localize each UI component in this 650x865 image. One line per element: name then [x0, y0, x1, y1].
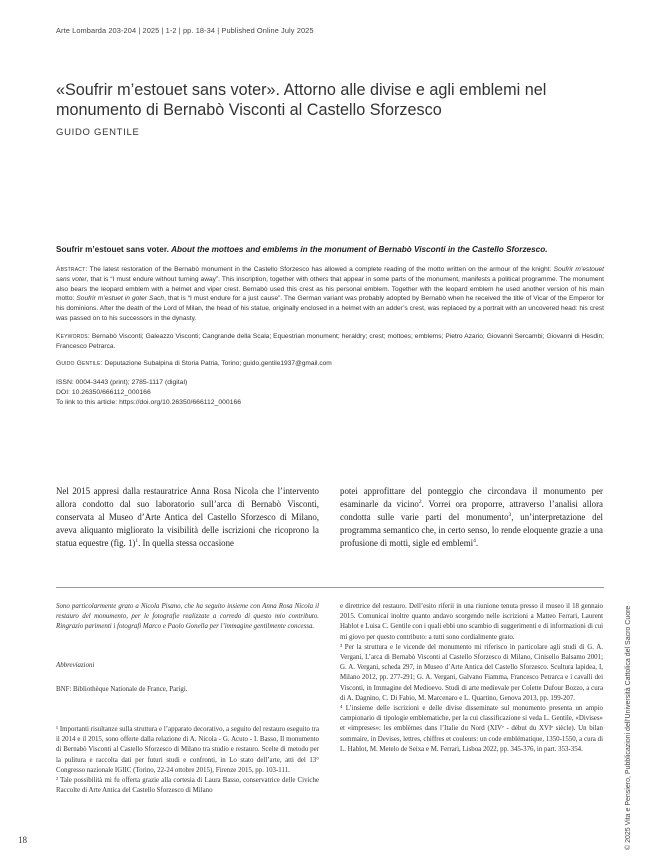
article-link[interactable]: To link to this article: https://doi.org/10.26350/666112_000166	[56, 399, 242, 407]
body-text: .	[475, 537, 479, 548]
affiliation-text: Deputazione Subalpina di Storia Patria, Torino; guido.gentile1937@gmail.com	[102, 360, 332, 368]
copyright-notice: © 2025 Vita e Pensiero, Pubblicazioni dell’Università Cattolica del Sacro Cuore	[625, 605, 632, 850]
abstract-text: The latest restoration of the Bernabò monument in the Castello Sforzesco has allowed a complete reading of the motto written on the armour of the knight:	[87, 266, 554, 273]
abstract-text: , that is “I must endure for a just cause”. The German variant was probably adopted by Bernabò when he received the title of Vicar of the Emperor for his dominions. After the death of the Lord of Milan, the head of his statue, originally enclosed in a helmet with an adder’s crest, was replaced by a portrait with an uncovered head: his crest was passed on to his successors in the dynasty.	[56, 295, 605, 322]
doi: DOI: 10.26350/666112_000166	[56, 389, 151, 397]
keywords	[56, 332, 604, 352]
abstract-motto: Soufrir m’estouet sans voter	[56, 266, 604, 283]
footnote-2-continued: e direttrice del restauro. Dell’esito riferii in una riunione tenuta presso il museo il 18 gennaio 2015. Comunicai inoltre quanto andavo scorgendo nelle iscrizioni a Matteo Ferrari, Laurent Hablot e Luisa C. Gentile con i quali ebbi uno scambio di suggerimenti e di informazioni di cui mi giovo per questo contributo: a tutti sono cordialmente grato.	[340, 603, 603, 641]
abstract	[56, 265, 604, 324]
abstract-text: , that is “I must endure without turning away”. This inscription, together with others that appear in some parts of the monument, manifests a political programme. The monument also bears the leopard emblem with a helmet and viper crest. Bernabò used this crest as his personal emblem. Together with the leopard emblem he used another version of his main motto:	[56, 275, 604, 303]
english-title-italic: About the mottoes and emblems in the monument of Bernabò Visconti in the Castello Sforzesco.	[171, 245, 548, 254]
footnote-ref[interactable]: 2	[418, 498, 422, 505]
footnotes-right	[340, 602, 603, 755]
footnote-3: ³ Per la struttura e le vicende del monumento mi riferisco in particolare agli studi di G. A. Vergani, L’arca di Bernabò Visconti al Castello Sforzesco di Milano, Cinisello Balsamo 2001; G. A. Vergani, scheda 297, in Museo d’Arte Antica del Castello Sforzesco. Scultura lapidea, I, Milano 2012, pp. 277-291; G. A. Vergani, Galvano Fiamma, Francesco Petrarca e i cavalli dei Visconti, in Immagine del Medioevo. Studi di arte medievale per Colette Dufour Bozzo, a cura di A. Dagnino, C. Di Fabio, M. Marcenaro e L. Quartino, Genova 2013, pp. 199-207.	[340, 643, 603, 702]
body-text: , un’interpretazione del programma semantico che, in certo senso, lo rende eloquente grazie a una profusione di motti, sigle ed emblemi	[340, 511, 603, 548]
body-text: Nel 2015 appresi dalla restauratrice Anna Rosa Nicola che l’intervento allora condotto dal suo laboratorio sull’arca di Bernabò Visconti, conservata al Museo d’Arte Antica del Castello Sforzesco di Milano, aveva aliquanto migliorato la visibilità delle iscrizioni che ricoprono la statua equestre (fig. 1)	[56, 486, 319, 548]
acknowledgement-note: Sono particolarmente grato a Nicola Pisano, che ha seguito insieme con Anna Rosa Nicola il restauro del monumento, per le fotografie realizzate a corredo di questo mio contributo. Ringrazio parimenti i fotografi Marco e Paolo Gonella per l’immagine gentilmente concessa.	[56, 603, 319, 631]
author-affiliation	[56, 359, 604, 369]
abbreviation-bnf: BNF: Bibliothèque Nationale de France, Parigi.	[56, 685, 188, 693]
abstract-motto: Soufrir m’estuet in goter Sach	[76, 295, 165, 303]
keywords-text: Bernabò Visconti; Galeazzo Visconti; Cangrande della Scala; Equestrian monument; heraldry; crest; mottoes; emblems; Pietro Azario; Giovanni Sercambi; Giovanni di Hesdin; Francesco Petrarca.	[56, 332, 604, 350]
body-text-left	[56, 485, 319, 550]
author-name: GUIDO GENTILE	[56, 127, 140, 138]
footnote-ref[interactable]: 1	[135, 537, 139, 544]
running-head: Arte Lombarda 203-204 | 2025 | 1-2 | pp. 18-34 | Published Online July 2025	[56, 26, 314, 35]
article-identifiers	[56, 378, 604, 408]
body-text: . In quella stessa occasione	[138, 537, 234, 548]
footnote-ref[interactable]: 4	[473, 537, 476, 544]
affiliation-label: Guido Gentile:	[56, 360, 103, 368]
footnote-1: ¹ Importanti risultanze sulla struttura e l’apparato decorativo, a seguito del restauro eseguito tra il 2014 e il 2015, sono offerte dalla relazione di A. Nicola - G. Acuto - I. Basso, Il monumento di Bernabò Visconti al Castello Sforzesco di Milano tra studio e restauro. Scelte di metodo per la pulitura e raccolta dati per futuri studi e confronti, in Lo stato dell’arte, atti del 13° Congresso nazionale IGIIC (Torino, 22-24 ottobre 2015), Firenze 2015, pp. 103-111.	[56, 726, 319, 774]
footnotes-left	[56, 602, 319, 796]
footnote-divider	[56, 587, 604, 588]
footnote-ref[interactable]: 3	[508, 511, 512, 518]
english-title	[56, 244, 604, 255]
article-title: «Soufrir m’estouet sans voter». Attorno alle divise e agli emblemi nel monumento di Bernabò Visconti al Castello Sforzesco	[56, 81, 547, 119]
issn: ISSN: 0004-3443 (print); 2785-1117 (digital)	[56, 379, 188, 387]
abstract-block	[56, 244, 604, 408]
body-text: . Vorrei ora proporre, attraverso l’analisi allora condotta sulle varie parti del monumento	[340, 498, 603, 522]
english-title-bold: Soufrir m’estouet sans voter.	[56, 245, 169, 254]
abstract-label: Abstract:	[56, 266, 88, 273]
abbreviations-heading: Abbreviazioni	[56, 661, 95, 669]
body-text: potei approfittare del ponteggio che circondava il monumento per esaminarle da vicino	[340, 486, 603, 509]
page-number: 18	[18, 835, 27, 845]
keywords-label: Keywords:	[56, 332, 90, 340]
body-text-right	[340, 485, 603, 550]
footnote-2: ² Tale possibilità mi fu offerta grazie alla cortesia di Laura Basso, conservatrice delle Civiche Raccolte di Arte Antica del Castello Sforzesco di Milano	[56, 777, 319, 795]
footnote-4: ⁴ L’insieme delle iscrizioni e delle divise disseminate sul monumento presenta un ampio campionario di tipologie emblematiche, per la cui classificazione si veda L. Gentile, «Divises» et «impreses»: les emblèmes dans l’Italie du Nord (XIVᵉ - début du XVIᵉ siècle). Un bilan sommaire, in Devises, lettres, chiffres et couleurs: un code emblématique, 1350-1550, a cura di L. Hablot, M. Metelo de Seixa e M. Ferrari, Lisboa 2022, pp. 345-376, in part. 353-354.	[340, 705, 603, 753]
